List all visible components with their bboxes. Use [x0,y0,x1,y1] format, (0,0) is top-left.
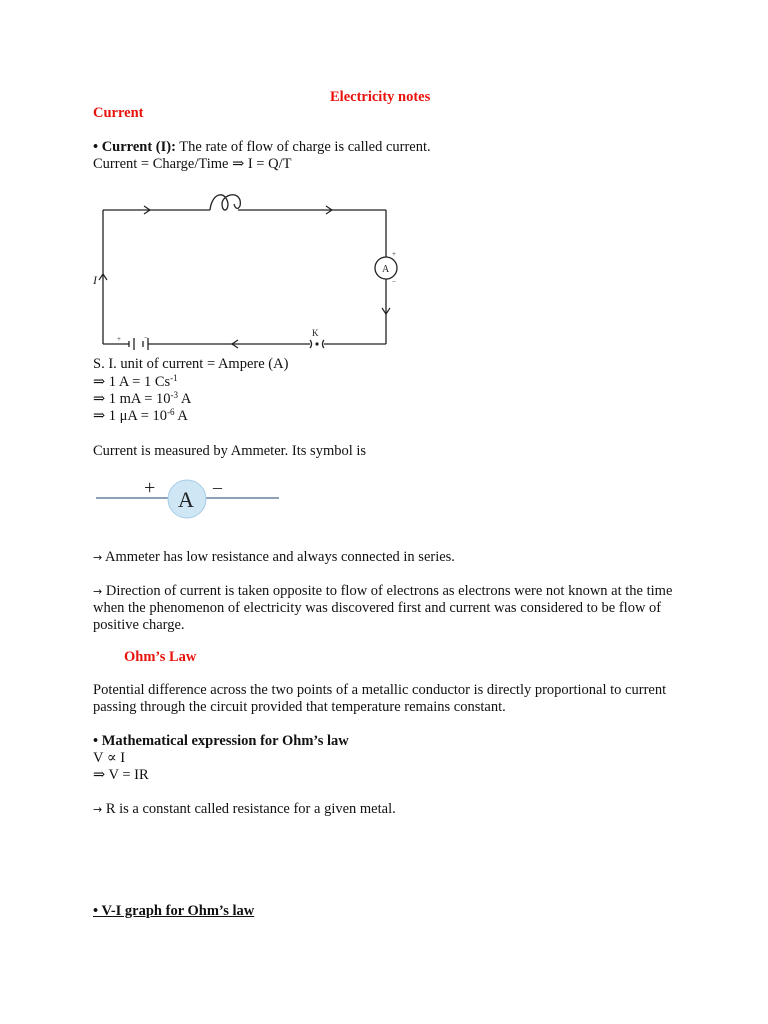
proportional-line: V ∝ I [93,750,126,766]
unit-line-2-sup: -3 [170,390,179,400]
circuit-cell-minus: − [144,334,148,342]
section-heading-current: Current [93,105,144,121]
page-title: Electricity notes [330,89,431,105]
note-direction-text: Direction of current is taken opposite to flow of electrons as electrons were not known at the time when the phenomenon of electricity was discovered first and current was considered to be flow of positive charge. [93,583,673,633]
current-definition-label: • Current (I): [93,139,176,155]
unit-line-3-pre: ⇒ 1 μA = 10 [93,408,168,424]
unit-line-1-pre: ⇒ 1 A = 1 Cs [93,374,171,390]
key-left-bracket [322,340,324,348]
key-right-bracket [310,340,312,348]
note-series [93,549,455,566]
current-definition [93,139,431,156]
unit-line-2-post: A [178,391,192,407]
circuit-label-current: I [93,273,97,287]
current-formula: Current = Charge/Time ⇒ I = Q/T [93,156,292,172]
ohms-equation: ⇒ V = IR [93,767,149,783]
circuit-label-key: K [312,328,319,338]
unit-line-1-sup: -1 [170,373,178,383]
circuit-cell-plus: + [117,335,121,343]
right-arrow-icon: → [93,551,103,564]
key-dot [315,342,318,345]
right-arrow-icon: → [93,585,103,598]
ammeter-symbol-letter: A [178,487,194,512]
note-series-text: Ammeter has low resistance and always connected in series. [102,549,455,565]
bulb-coil [210,195,240,210]
ammeter-symbol-minus: – [213,477,222,497]
right-arrow-icon: → [93,803,103,816]
circuit-ammeter-minus: − [392,278,396,286]
math-expression-heading: • Mathematical expression for Ohm’s law [93,733,349,749]
circuit-ammeter-plus: + [392,250,396,258]
note-resistance [93,801,396,818]
current-definition-text: The rate of flow of charge is called current. [175,139,431,155]
unit-line-2-pre: ⇒ 1 mA = 10 [93,391,171,407]
si-unit-line: S. I. unit of current = Ampere (A) [93,356,289,372]
unit-line-2 [93,391,191,408]
section-heading-ohms-law: Ohm’s Law [124,649,197,665]
unit-line-1 [93,374,178,391]
ammeter-measure-text: Current is measured by Ammeter. Its symbol is [93,443,367,459]
vi-graph-heading: • V-I graph for Ohm’s law [93,903,255,919]
note-resistance-text: R is a constant called resistance for a given metal. [102,801,396,817]
circuit-diagram [88,182,398,357]
circuit-label-ammeter: A [382,264,390,275]
ammeter-symbol [94,476,284,522]
unit-line-3-post: A [174,408,188,424]
ohms-law-statement: Potential difference across the two points of a metallic conductor is directly proportional to current passing through the circuit provided that temperature remains constant. [93,682,667,715]
unit-line-3 [93,408,188,425]
note-direction [93,583,683,634]
unit-line-3-sup: -6 [167,407,175,417]
ammeter-symbol-plus: + [144,477,156,499]
